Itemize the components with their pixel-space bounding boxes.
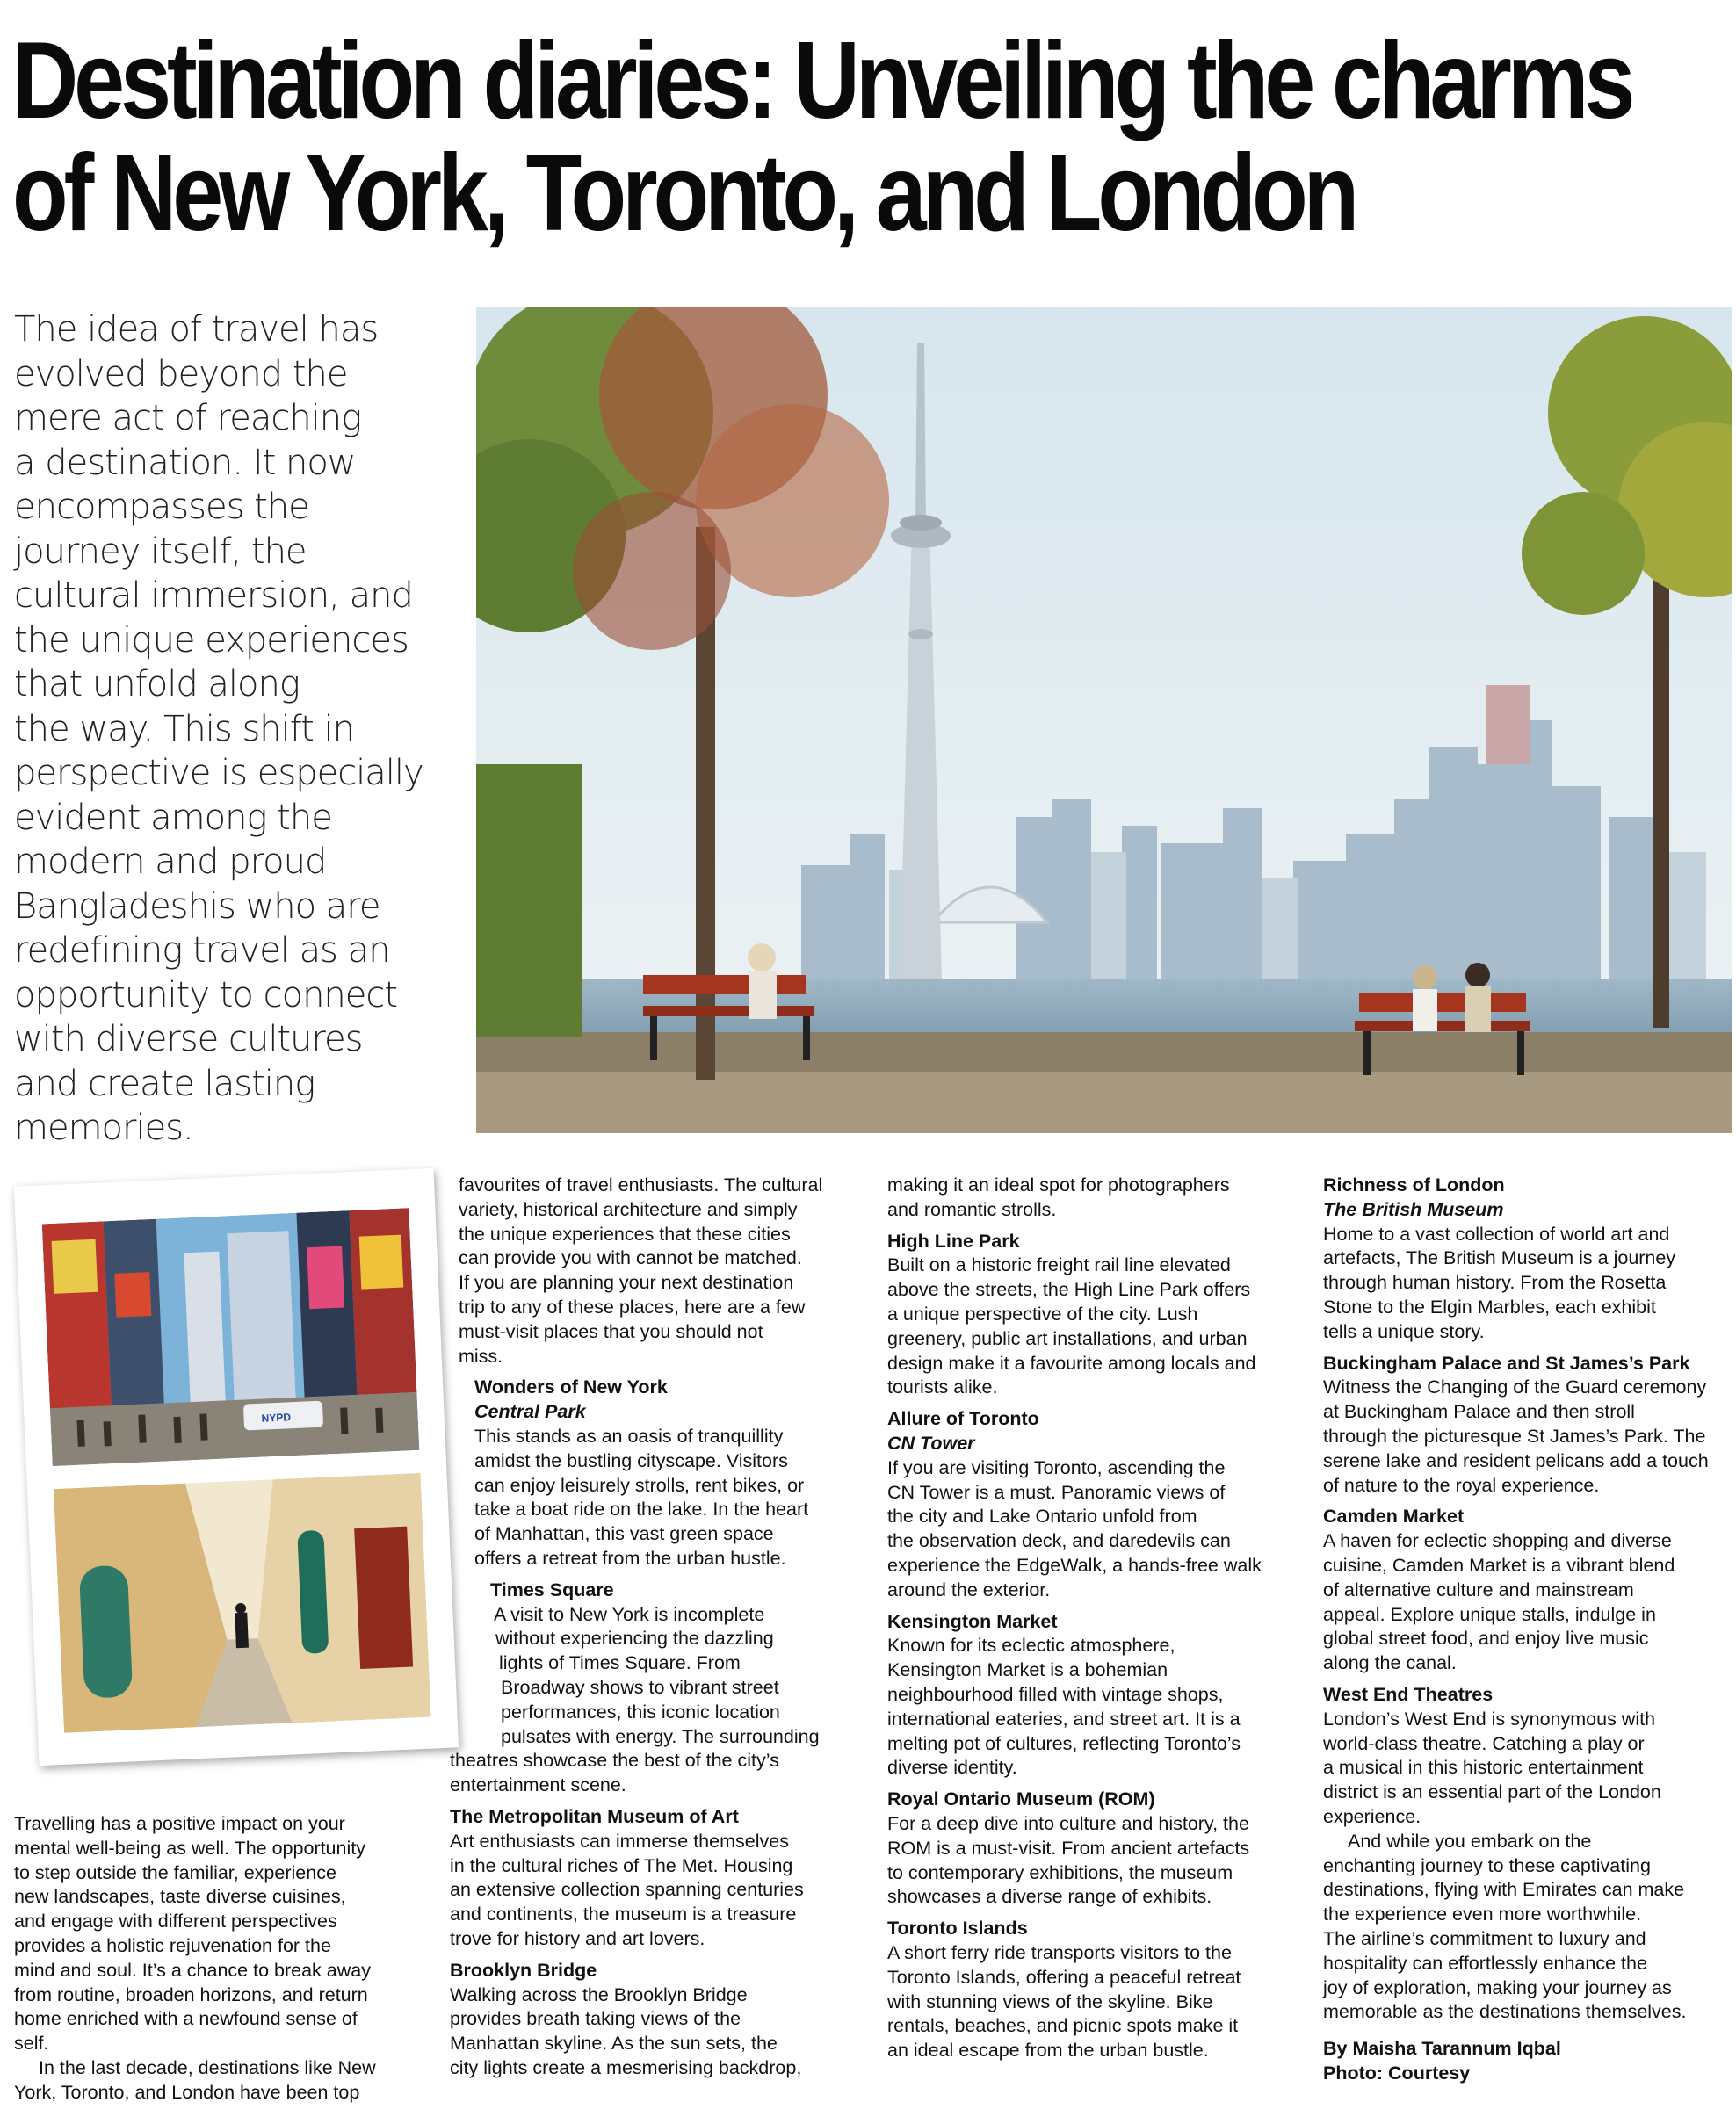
section-buckingham-palace — [1323, 1352, 1732, 1499]
text-line: pulsates with energy. The surrounding — [501, 1725, 820, 1747]
text-line: design make it a favourite among locals and — [887, 1352, 1256, 1374]
intro-line: cultural immersion, and — [14, 575, 413, 616]
text-line: through the picturesque St James’s Park. The — [1323, 1425, 1706, 1447]
text-line: city lights create a mesmerising backdrop, — [450, 2056, 802, 2078]
text-line: without experiencing the dazzling — [495, 1628, 774, 1650]
text-line: In the last decade, destinations like New — [39, 2056, 376, 2078]
paragraph-closing — [1323, 1830, 1732, 2025]
section-heading: Wonders of New York — [474, 1376, 668, 1398]
text-line: take a boat ride on the lake. In the heart — [474, 1499, 809, 1521]
credits — [1323, 2037, 1732, 2086]
photo-old-town-alley — [54, 1473, 431, 1733]
text-line: tells a unique story. — [1323, 1320, 1485, 1342]
intro-line: a destination. It now — [14, 442, 356, 483]
text-line: enchanting journey to these captivating — [1323, 1854, 1651, 1876]
text-line: For a deep dive into culture and history, the — [887, 1812, 1249, 1834]
text-line: provides a holistic rejuvenation for the — [14, 1934, 331, 1956]
nypd-sign: NYPD — [261, 1411, 292, 1425]
section-heading: Camden Market — [1323, 1506, 1465, 1528]
section-kensington — [887, 1610, 1300, 1781]
intro-paragraph — [14, 307, 427, 1151]
toronto-skyline-illustration — [476, 307, 1732, 1133]
column-4 — [1323, 1174, 1732, 2086]
text-line: variety, historical architecture and simply — [459, 1198, 798, 1220]
text-line: A haven for eclectic shopping and diverse — [1323, 1530, 1672, 1552]
text-line: Walking across the Brooklyn Bridge — [450, 1983, 748, 2005]
section-heading: Allure of Toronto — [887, 1408, 1039, 1430]
text-line: The airline’s commitment to luxury and — [1323, 1927, 1646, 1949]
text-line: experience. — [1323, 1805, 1421, 1827]
section-times-square — [450, 1579, 863, 1798]
byline: By Maisha Tarannum Iqbal — [1323, 2038, 1561, 2060]
text-line: of alternative culture and mainstream — [1323, 1579, 1634, 1600]
intro-line: modern and proud — [14, 842, 327, 882]
hero-photo-toronto-skyline — [476, 307, 1732, 1133]
text-line: an ideal escape from the urban bustle. — [887, 2040, 1209, 2062]
text-line: York, Toronto, and London have been top — [14, 2081, 360, 2103]
text-line: provides breath taking views of the — [450, 2008, 741, 2030]
section-central-park — [450, 1376, 863, 1571]
text-line: ROM is a must-visit. From ancient artefacts — [887, 1837, 1250, 1859]
text-line: miss. — [459, 1345, 503, 1367]
text-line: lights of Times Square. From — [499, 1652, 741, 1674]
text-line: must-visit places that you should not — [459, 1320, 763, 1342]
headline-line-2: of New York, Toronto, and London — [12, 133, 1356, 254]
text-line: And while you embark on the — [1348, 1830, 1592, 1852]
text-line: Art enthusiasts can immerse themselves — [450, 1830, 789, 1852]
text-line: Kensington Market is a bohemian — [887, 1659, 1168, 1681]
text-line: serene lake and resident pelicans add a touch — [1323, 1449, 1709, 1471]
text-line: greenery, public art installations, and urban — [887, 1327, 1248, 1349]
text-line: the experience even more worthwhile. — [1323, 1904, 1642, 1925]
section-high-line — [887, 1230, 1300, 1401]
intro-line: evolved beyond the — [14, 353, 348, 394]
text-line: home enriched with a newfound sense of — [14, 2008, 358, 2030]
text-line: cuisine, Camden Market is a vibrant blend — [1323, 1554, 1675, 1576]
text-line: in the cultural riches of The Met. Housing — [450, 1854, 793, 1876]
text-line: Travelling has a positive impact on your — [14, 1813, 345, 1834]
text-line: a unique perspective of the city. Lush — [887, 1303, 1198, 1325]
intro-line: memories. — [14, 1108, 193, 1148]
text-line: hospitality can effortlessly enhance the — [1323, 1952, 1647, 1974]
subsection-heading: Central Park — [474, 1401, 586, 1423]
section-british-museum — [1323, 1174, 1732, 1345]
section-heading: Royal Ontario Museum (ROM) — [887, 1788, 1155, 1810]
text-line: Toronto Islands, offering a peaceful retreat — [887, 1966, 1241, 1988]
text-line: to contemporary exhibitions, the museum — [887, 1861, 1233, 1883]
text-line: and romantic strolls. — [887, 1198, 1057, 1220]
text-line: along the canal. — [1323, 1652, 1457, 1674]
text-line: of Manhattan, this vast green space — [474, 1523, 774, 1545]
section-heading: Toronto Islands — [887, 1918, 1028, 1940]
intro-line: with diverse cultures — [14, 1019, 363, 1059]
text-line: at Buckingham Palace and then stroll — [1323, 1401, 1635, 1423]
intro-line: the unique experiences — [14, 619, 409, 661]
text-line: with stunning views of the skyline. Bike — [887, 1990, 1213, 2012]
text-line: A short ferry ride transports visitors to the — [887, 1941, 1232, 1963]
text-line: can provide you with cannot be matched. — [459, 1247, 802, 1269]
text-line: diverse identity. — [887, 1757, 1017, 1779]
paragraph-destinations — [14, 2056, 418, 2106]
section-heading: West End Theatres — [1323, 1683, 1494, 1705]
text-line: melting pot of cultures, reflecting Toronto’s — [887, 1732, 1241, 1754]
text-line: trip to any of these places, here are a few — [459, 1296, 806, 1318]
text-line: trove for history and art lovers. — [450, 1927, 705, 1949]
text-line: tourists alike. — [887, 1376, 998, 1398]
text-line: showcases a diverse range of exhibits. — [887, 1886, 1212, 1908]
text-line: the observation deck, and daredevils can — [887, 1530, 1231, 1552]
subsection-heading: The British Museum — [1323, 1198, 1504, 1220]
subsection-heading: CN Tower — [887, 1432, 975, 1454]
text-line: can enjoy leisurely strolls, rent bikes, or — [474, 1474, 805, 1496]
text-line: self. — [14, 2033, 49, 2055]
text-line: to step outside the familiar, experience — [14, 1861, 336, 1883]
intro-line: evident among the — [14, 797, 332, 838]
text-line: memorable as the destinations themselves. — [1323, 2001, 1687, 2023]
photo-times-square — [42, 1208, 420, 1466]
intro-line: journey itself, the — [14, 531, 307, 572]
text-line: artefacts, The British Museum is a journey — [1323, 1247, 1676, 1269]
photo-credit: Photo: Courtesy — [1323, 2062, 1471, 2084]
column-3 — [887, 1174, 1300, 2070]
text-line: Known for its eclectic atmosphere, — [887, 1635, 1175, 1657]
text-line: favourites of travel enthusiasts. The cultural — [459, 1174, 823, 1196]
text-line: new landscapes, taste diverse cuisines, — [14, 1886, 346, 1908]
photo-collage — [14, 1168, 459, 1766]
text-line: a musical in this historic entertainment — [1323, 1757, 1644, 1779]
text-line: Stone to the Elgin Marbles, each exhibit — [1323, 1296, 1656, 1318]
section-heading: The Metropolitan Museum of Art — [450, 1805, 739, 1827]
text-line: A visit to New York is incomplete — [494, 1603, 765, 1625]
column-2 — [450, 1174, 863, 2088]
text-line: neighbourhood filled with vintage shops, — [887, 1683, 1224, 1705]
paragraph-intro-cont — [450, 1174, 863, 1369]
text-line: experience the EdgeWalk, a hands-free walk — [887, 1554, 1262, 1576]
text-line: amidst the bustling cityscape. Visitors — [474, 1449, 788, 1471]
section-heading: High Line Park — [887, 1230, 1020, 1252]
text-line: Witness the Changing of the Guard ceremony — [1323, 1376, 1707, 1398]
column-1 — [14, 1812, 418, 2106]
text-line: through human history. From the Rosetta — [1323, 1272, 1667, 1294]
section-met-museum — [450, 1805, 863, 1952]
intro-line: mere act of reaching — [14, 398, 362, 438]
text-line: of nature to the royal experience. — [1323, 1474, 1600, 1496]
text-line: This stands as an oasis of tranquillity — [474, 1425, 784, 1447]
text-line: the unique experiences that these cities — [459, 1223, 791, 1245]
text-line: Manhattan skyline. As the sun sets, the — [450, 2033, 778, 2055]
section-cn-tower — [887, 1407, 1300, 1602]
headline — [12, 20, 1631, 254]
intro-line: The idea of travel has — [14, 309, 379, 350]
intro-line: opportunity to connect — [14, 974, 398, 1015]
text-line: above the streets, the High Line Park offers — [887, 1279, 1251, 1301]
text-line: district is an essential part of the London — [1323, 1781, 1661, 1803]
text-line: international eateries, and street art. It is a — [887, 1708, 1241, 1730]
text-line: mind and soul. It’s a chance to break away — [14, 1959, 371, 1981]
text-line: entertainment scene. — [450, 1774, 626, 1796]
section-west-end — [1323, 1683, 1732, 1830]
text-line: and continents, the museum is a treasure — [450, 1904, 797, 1925]
text-line: global street food, and enjoy live music — [1323, 1628, 1649, 1650]
text-line: Broadway shows to vibrant street — [501, 1676, 779, 1698]
text-line: an extensive collection spanning centuries — [450, 1879, 804, 1901]
text-line: theatres showcase the best of the city’s — [450, 1750, 779, 1772]
text-line: If you are planning your next destination — [459, 1272, 794, 1294]
text-line: offers a retreat from the urban hustle. — [474, 1547, 786, 1569]
intro-line: and create lasting — [14, 1063, 315, 1104]
section-brooklyn-bridge — [450, 1959, 863, 2081]
text-line: London’s West End is synonymous with — [1323, 1708, 1656, 1730]
intro-line: perspective is especially — [14, 753, 423, 793]
section-heading: Brooklyn Bridge — [450, 1959, 597, 1981]
section-heading: Kensington Market — [887, 1610, 1058, 1632]
text-line: Built on a historic freight rail line elevated — [887, 1254, 1231, 1276]
text-line: rentals, beaches, and picnic spots make it — [887, 2015, 1239, 2037]
section-rom — [887, 1788, 1300, 1910]
text-line: from routine, broaden horizons, and return — [14, 1983, 368, 2005]
section-heading: Richness of London — [1323, 1174, 1505, 1196]
text-line: around the exterior. — [887, 1579, 1051, 1600]
text-line: and engage with different perspectives — [14, 1911, 337, 1933]
intro-line: redefining travel as an — [14, 930, 390, 971]
text-line: mental well-being as well. The opportunity — [14, 1837, 365, 1859]
paragraph-wellbeing — [14, 1812, 418, 2056]
intro-line: encompasses the — [14, 487, 309, 527]
text-line: the city and Lake Ontario unfold from — [887, 1506, 1197, 1528]
text-line: making it an ideal spot for photographers — [887, 1174, 1230, 1196]
text-line: appeal. Explore unique stalls, indulge in — [1323, 1603, 1656, 1625]
headline-line-1: Destination diaries: Unveiling the charms — [12, 20, 1631, 141]
intro-line: Bangladeshis who are — [14, 885, 380, 927]
paragraph-brooklyn-cont — [887, 1174, 1300, 1223]
intro-line: that unfold along — [14, 664, 300, 704]
section-heading: Times Square — [490, 1579, 614, 1600]
section-camden-market — [1323, 1505, 1732, 1676]
text-line: joy of exploration, making your journey as — [1323, 1976, 1672, 1998]
text-line: destinations, flying with Emirates can make — [1323, 1879, 1685, 1901]
text-line: If you are visiting Toronto, ascending the — [887, 1456, 1226, 1478]
text-line: CN Tower is a must. Panoramic views of — [887, 1481, 1226, 1503]
text-line: performances, this iconic location — [501, 1701, 780, 1723]
text-line: Home to a vast collection of world art and — [1323, 1223, 1670, 1245]
intro-line: the way. This shift in — [14, 708, 354, 749]
section-heading: Buckingham Palace and St James’s Park — [1323, 1352, 1690, 1374]
section-toronto-islands — [887, 1917, 1300, 2063]
text-line: world-class theatre. Catching a play or — [1323, 1732, 1645, 1754]
